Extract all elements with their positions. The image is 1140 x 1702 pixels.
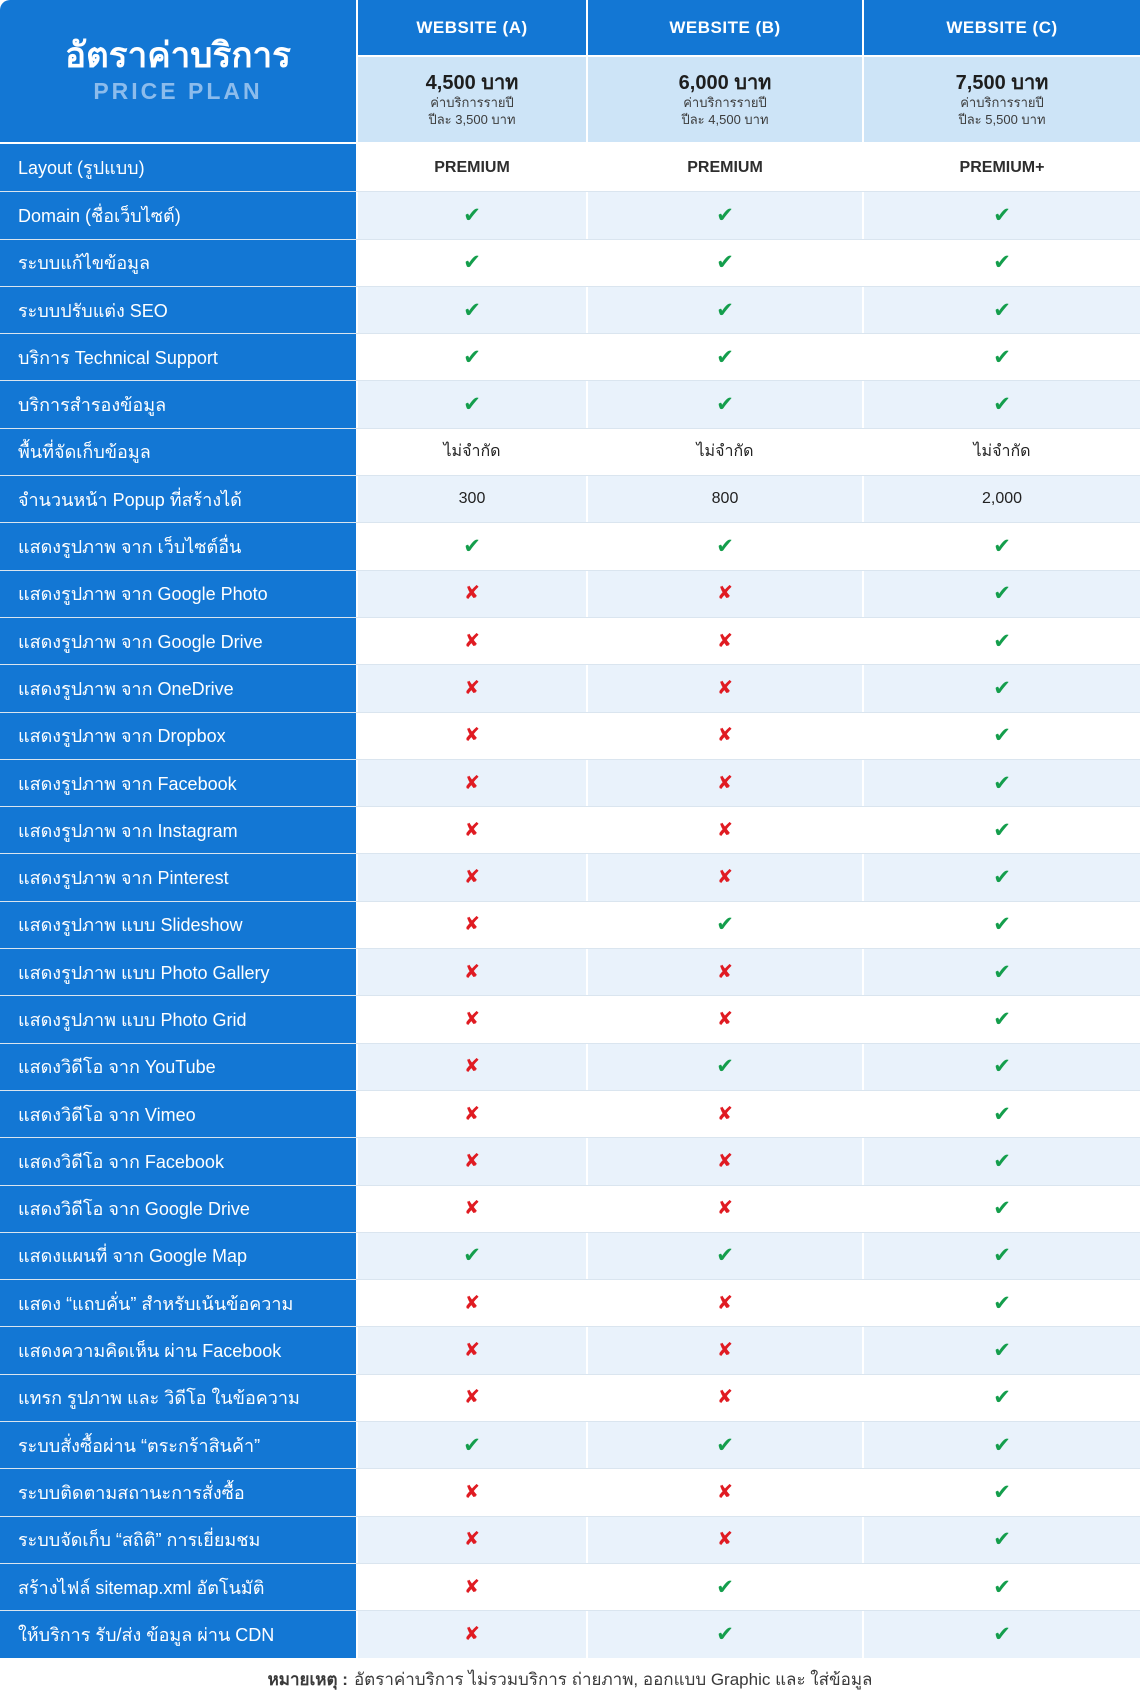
cross-icon: ✘ xyxy=(717,1529,733,1551)
plan-b-value xyxy=(588,523,862,569)
feature-label: แสดงความคิดเห็น ผ่าน Facebook xyxy=(0,1327,356,1373)
table-row xyxy=(0,522,1140,569)
plan-b-value xyxy=(588,1091,862,1137)
check-icon: ✔ xyxy=(716,1433,734,1457)
plan-c-value xyxy=(864,192,1140,238)
plan-c-value xyxy=(864,713,1140,759)
plan-c-value xyxy=(864,287,1140,333)
plan-a-value xyxy=(358,618,586,664)
plan-a-value xyxy=(358,1422,586,1468)
table-row xyxy=(0,1516,1140,1563)
cross-icon: ✘ xyxy=(717,1150,733,1172)
cross-icon: ✘ xyxy=(464,1387,480,1409)
plan-c-price-box xyxy=(864,57,1140,142)
feature-label: จำนวนหน้า Popup ที่สร้างได้ xyxy=(0,476,356,522)
plan-a-value xyxy=(358,996,586,1042)
plan-a-value xyxy=(358,665,586,711)
table-row xyxy=(0,901,1140,948)
feature-label: บริการสำรองข้อมูล xyxy=(0,381,356,427)
cross-icon: ✘ xyxy=(717,725,733,747)
feature-label: แสดงรูปภาพ จาก Instagram xyxy=(0,807,356,853)
table-row xyxy=(0,239,1140,286)
plan-c-value xyxy=(864,334,1140,380)
check-icon: ✔ xyxy=(993,535,1011,559)
table-row xyxy=(0,1421,1140,1468)
plan-b-value xyxy=(588,1375,862,1421)
plan-c-value xyxy=(864,1091,1140,1137)
table-row xyxy=(0,1374,1140,1421)
plan-c-value xyxy=(864,996,1140,1042)
plan-b-value xyxy=(588,1233,862,1279)
plan-a-price-box xyxy=(358,57,586,142)
plan-b-fee-line2: ปีละ 4,500 บาท xyxy=(681,111,769,127)
table-row xyxy=(0,475,1140,522)
check-icon: ✔ xyxy=(993,1055,1011,1079)
feature-label: แสดง “แถบคั่น” สำหรับเน้นข้อความ xyxy=(0,1280,356,1326)
plan-b-price: 6,000 บาท xyxy=(678,71,772,94)
feature-label: แสดงรูปภาพ จาก Dropbox xyxy=(0,713,356,759)
check-icon: ✔ xyxy=(716,345,734,369)
check-icon: ✔ xyxy=(463,1244,481,1268)
plan-a-value xyxy=(358,713,586,759)
table-row xyxy=(0,333,1140,380)
plan-b-value xyxy=(588,949,862,995)
cross-icon: ✘ xyxy=(717,1340,733,1362)
check-icon: ✔ xyxy=(993,1480,1011,1504)
plan-c-value: 2,000 xyxy=(864,476,1140,522)
check-icon: ✔ xyxy=(993,818,1011,842)
plan-a-value: ไม่จำกัด xyxy=(358,429,586,475)
cross-icon: ✘ xyxy=(717,1103,733,1125)
plan-a-value xyxy=(358,1469,586,1515)
table-row xyxy=(0,1185,1140,1232)
plan-a-value xyxy=(358,192,586,238)
plan-b-value xyxy=(588,1564,862,1610)
cross-icon: ✘ xyxy=(717,1387,733,1409)
plan-a-fee-line1: ค่าบริการรายปี xyxy=(430,94,514,110)
cross-icon: ✘ xyxy=(464,1103,480,1125)
check-icon: ✔ xyxy=(993,771,1011,795)
table-row xyxy=(0,1137,1140,1184)
cross-icon: ✘ xyxy=(464,677,480,699)
feature-label: แสดงวิดีโอ จาก Vimeo xyxy=(0,1091,356,1137)
plan-c-value xyxy=(864,1044,1140,1090)
cross-icon: ✘ xyxy=(464,1198,480,1220)
plan-b-value: 800 xyxy=(588,476,862,522)
plan-a-price: 4,500 บาท xyxy=(425,71,519,94)
plan-c-value: ไม่จำกัด xyxy=(864,429,1140,475)
plan-a-value xyxy=(358,760,586,806)
cross-icon: ✘ xyxy=(717,1292,733,1314)
cross-icon: ✘ xyxy=(464,630,480,652)
plan-a-value xyxy=(358,1611,586,1657)
cross-icon: ✘ xyxy=(717,819,733,841)
table-body xyxy=(0,144,1140,1658)
feature-label: แสดงรูปภาพ จาก เว็บไซต์อื่น xyxy=(0,523,356,569)
plan-c-value xyxy=(864,1327,1140,1373)
cross-icon: ✘ xyxy=(717,772,733,794)
plan-a-value xyxy=(358,240,586,286)
cross-icon: ✘ xyxy=(717,630,733,652)
cross-icon: ✘ xyxy=(464,1529,480,1551)
cross-icon: ✘ xyxy=(717,1008,733,1030)
check-icon: ✔ xyxy=(993,1244,1011,1268)
feature-label: แทรก รูปภาพ และ วิดีโอ ในข้อความ xyxy=(0,1375,356,1421)
check-icon: ✔ xyxy=(463,251,481,275)
plan-a-value xyxy=(358,571,586,617)
plan-b-value xyxy=(588,1280,862,1326)
plan-b-value xyxy=(588,192,862,238)
feature-label: แสดงรูปภาพ จาก Google Photo xyxy=(0,571,356,617)
cross-icon: ✘ xyxy=(717,867,733,889)
plan-a-value xyxy=(358,854,586,900)
check-icon: ✔ xyxy=(716,298,734,322)
plan-b-value xyxy=(588,1469,862,1515)
plan-a-name: WEBSITE (A) xyxy=(358,0,586,55)
plan-c-value xyxy=(864,902,1140,948)
cross-icon: ✘ xyxy=(464,772,480,794)
check-icon: ✔ xyxy=(993,1291,1011,1315)
feature-label: ระบบแก้ไขข้อมูล xyxy=(0,240,356,286)
check-icon: ✔ xyxy=(993,1339,1011,1363)
check-icon: ✔ xyxy=(993,913,1011,937)
table-row xyxy=(0,144,1140,191)
plan-c-value xyxy=(864,760,1140,806)
plan-b-value xyxy=(588,334,862,380)
footer-note xyxy=(0,1658,1140,1702)
check-icon: ✔ xyxy=(993,203,1011,227)
plan-c-fee-line1: ค่าบริการรายปี xyxy=(960,94,1044,110)
plan-b-value xyxy=(588,807,862,853)
check-icon: ✔ xyxy=(716,203,734,227)
table-row xyxy=(0,1468,1140,1515)
feature-label: บริการ Technical Support xyxy=(0,334,356,380)
check-icon: ✔ xyxy=(993,1622,1011,1646)
plan-c-value xyxy=(864,1375,1140,1421)
page-title: อัตราค่าบริการ xyxy=(65,36,291,76)
plan-c-value xyxy=(864,523,1140,569)
check-icon: ✔ xyxy=(993,960,1011,984)
cross-icon: ✘ xyxy=(464,725,480,747)
plan-c-value xyxy=(864,949,1140,995)
plan-c-value xyxy=(864,807,1140,853)
feature-label: Layout (รูปแบบ) xyxy=(0,144,356,191)
feature-label: ระบบสั่งซื้อผ่าน “ตระกร้าสินค้า” xyxy=(0,1422,356,1468)
plan-b-value xyxy=(588,713,862,759)
check-icon: ✔ xyxy=(993,1386,1011,1410)
plan-a-value xyxy=(358,1327,586,1373)
table-row xyxy=(0,1043,1140,1090)
feature-label: แสดงวิดีโอ จาก Google Drive xyxy=(0,1186,356,1232)
cross-icon: ✘ xyxy=(464,914,480,936)
feature-label: ให้บริการ รับ/ส่ง ข้อมูล ผ่าน CDN xyxy=(0,1611,356,1657)
feature-label: แสดงแผนที่ จาก Google Map xyxy=(0,1233,356,1279)
cross-icon: ✘ xyxy=(464,961,480,983)
check-icon: ✔ xyxy=(993,298,1011,322)
plan-c-price: 7,500 บาท xyxy=(955,71,1049,94)
plan-a-value: 300 xyxy=(358,476,586,522)
check-icon: ✔ xyxy=(993,676,1011,700)
table-row xyxy=(0,1232,1140,1279)
check-icon: ✔ xyxy=(463,203,481,227)
cross-icon: ✘ xyxy=(464,1292,480,1314)
check-icon: ✔ xyxy=(993,1528,1011,1552)
check-icon: ✔ xyxy=(993,582,1011,606)
check-icon: ✔ xyxy=(993,1575,1011,1599)
cross-icon: ✘ xyxy=(464,1576,480,1598)
check-icon: ✔ xyxy=(463,1433,481,1457)
cross-icon: ✘ xyxy=(464,819,480,841)
table-row xyxy=(0,664,1140,711)
check-icon: ✔ xyxy=(993,1007,1011,1031)
plan-b-value xyxy=(588,1422,862,1468)
plan-b-value xyxy=(588,902,862,948)
plan-b-value xyxy=(588,996,862,1042)
plan-a-value xyxy=(358,1091,586,1137)
plan-a-fee-line2: ปีละ 3,500 บาท xyxy=(428,111,516,127)
check-icon: ✔ xyxy=(463,393,481,417)
table-row xyxy=(0,617,1140,664)
feature-label: แสดงรูปภาพ จาก Facebook xyxy=(0,760,356,806)
plan-c-value xyxy=(864,571,1140,617)
feature-label: แสดงรูปภาพ จาก OneDrive xyxy=(0,665,356,711)
table-row xyxy=(0,1563,1140,1610)
check-icon: ✔ xyxy=(716,1055,734,1079)
plan-b-value xyxy=(588,1327,862,1373)
plan-c-name: WEBSITE (C) xyxy=(864,0,1140,55)
plan-a-value xyxy=(358,1280,586,1326)
plan-c-value xyxy=(864,1469,1140,1515)
cross-icon: ✘ xyxy=(717,961,733,983)
plan-a-value xyxy=(358,902,586,948)
plan-b-value: ไม่จำกัด xyxy=(588,429,862,475)
plan-c-value: PREMIUM+ xyxy=(864,144,1140,191)
check-icon: ✔ xyxy=(993,1197,1011,1221)
plan-b-value: PREMIUM xyxy=(588,144,862,191)
plan-b-value xyxy=(588,1138,862,1184)
check-icon: ✔ xyxy=(993,393,1011,417)
table-row xyxy=(0,1610,1140,1657)
table-row xyxy=(0,853,1140,900)
plan-b-value xyxy=(588,1044,862,1090)
check-icon: ✔ xyxy=(993,724,1011,748)
plan-b-value xyxy=(588,618,862,664)
check-icon: ✔ xyxy=(716,1244,734,1268)
plan-b-value xyxy=(588,1517,862,1563)
check-icon: ✔ xyxy=(993,629,1011,653)
plan-a-value xyxy=(358,949,586,995)
plan-c-value xyxy=(864,854,1140,900)
table-row xyxy=(0,191,1140,238)
plan-c-value xyxy=(864,1422,1140,1468)
feature-label: ระบบติดตามสถานะการสั่งซื้อ xyxy=(0,1469,356,1515)
table-row xyxy=(0,1090,1140,1137)
feature-label: แสดงวิดีโอ จาก Facebook xyxy=(0,1138,356,1184)
plan-a-value xyxy=(358,1375,586,1421)
check-icon: ✔ xyxy=(993,866,1011,890)
plan-a-value: PREMIUM xyxy=(358,144,586,191)
plan-c-value xyxy=(864,1611,1140,1657)
check-icon: ✔ xyxy=(716,393,734,417)
page-subtitle: PRICE PLAN xyxy=(93,77,263,104)
table-row xyxy=(0,948,1140,995)
table-row xyxy=(0,428,1140,475)
feature-label: สร้างไฟล์ sitemap.xml อัตโนมัติ xyxy=(0,1564,356,1610)
table-header xyxy=(0,0,1140,142)
check-icon: ✔ xyxy=(716,1622,734,1646)
plan-c-value xyxy=(864,665,1140,711)
feature-label: ระบบจัดเก็บ “สถิติ” การเยี่ยมชม xyxy=(0,1517,356,1563)
cross-icon: ✘ xyxy=(717,1481,733,1503)
cross-icon: ✘ xyxy=(464,1623,480,1645)
plan-a-value xyxy=(358,1138,586,1184)
cross-icon: ✘ xyxy=(464,867,480,889)
table-row xyxy=(0,759,1140,806)
plan-b-value xyxy=(588,1186,862,1232)
footer-note-text: อัตราค่าบริการ ไม่รวมบริการ ถ่ายภาพ, ออกแบบ Graphic และ ใส่ข้อมูล xyxy=(353,1670,873,1689)
plan-a-value xyxy=(358,1044,586,1090)
plan-c-value xyxy=(864,1517,1140,1563)
feature-label: ระบบปรับแต่ง SEO xyxy=(0,287,356,333)
plan-c-value xyxy=(864,1564,1140,1610)
feature-label: แสดงรูปภาพ จาก Pinterest xyxy=(0,854,356,900)
plan-b-name: WEBSITE (B) xyxy=(588,0,862,55)
plan-c-value xyxy=(864,240,1140,286)
table-row xyxy=(0,380,1140,427)
plan-a-value xyxy=(358,334,586,380)
footer-note-label: หมายเหตุ : xyxy=(267,1670,348,1689)
plan-b-value xyxy=(588,571,862,617)
table-row xyxy=(0,1326,1140,1373)
check-icon: ✔ xyxy=(993,1149,1011,1173)
check-icon: ✔ xyxy=(463,535,481,559)
check-icon: ✔ xyxy=(993,1102,1011,1126)
title-cell xyxy=(0,0,356,142)
feature-label: แสดงรูปภาพ แบบ Photo Gallery xyxy=(0,949,356,995)
check-icon: ✔ xyxy=(716,1575,734,1599)
plan-b-value xyxy=(588,381,862,427)
cross-icon: ✘ xyxy=(464,1340,480,1362)
plan-b-value xyxy=(588,854,862,900)
plan-b-value xyxy=(588,240,862,286)
plan-b-fee-line1: ค่าบริการรายปี xyxy=(683,94,767,110)
plan-a-value xyxy=(358,1186,586,1232)
cross-icon: ✘ xyxy=(464,1150,480,1172)
plan-a-value xyxy=(358,523,586,569)
check-icon: ✔ xyxy=(716,913,734,937)
check-icon: ✔ xyxy=(716,535,734,559)
cross-icon: ✘ xyxy=(717,1198,733,1220)
feature-label: แสดงวิดีโอ จาก YouTube xyxy=(0,1044,356,1090)
table-row xyxy=(0,286,1140,333)
check-icon: ✔ xyxy=(716,251,734,275)
check-icon: ✔ xyxy=(463,298,481,322)
plan-c-value xyxy=(864,1233,1140,1279)
cross-icon: ✘ xyxy=(464,1008,480,1030)
plan-a-value xyxy=(358,381,586,427)
check-icon: ✔ xyxy=(993,345,1011,369)
plan-c-value xyxy=(864,1138,1140,1184)
feature-label: แสดงรูปภาพ จาก Google Drive xyxy=(0,618,356,664)
feature-label: แสดงรูปภาพ แบบ Photo Grid xyxy=(0,996,356,1042)
table-row xyxy=(0,570,1140,617)
plan-a-value xyxy=(358,807,586,853)
plan-c-fee-line2: ปีละ 5,500 บาท xyxy=(958,111,1046,127)
plan-c-value xyxy=(864,1186,1140,1232)
feature-label: แสดงรูปภาพ แบบ Slideshow xyxy=(0,902,356,948)
plan-c-value xyxy=(864,1280,1140,1326)
check-icon: ✔ xyxy=(463,345,481,369)
plan-b-value xyxy=(588,665,862,711)
plan-b-value xyxy=(588,760,862,806)
plan-a-value xyxy=(358,1517,586,1563)
table-row xyxy=(0,995,1140,1042)
table-row xyxy=(0,1279,1140,1326)
feature-label: Domain (ชื่อเว็บไซต์) xyxy=(0,192,356,238)
plan-a-value xyxy=(358,1233,586,1279)
plan-b-value xyxy=(588,287,862,333)
cross-icon: ✘ xyxy=(464,1056,480,1078)
plan-b-value xyxy=(588,1611,862,1657)
plan-b-price-box xyxy=(588,57,862,142)
check-icon: ✔ xyxy=(993,251,1011,275)
plan-c-value xyxy=(864,618,1140,664)
cross-icon: ✘ xyxy=(464,583,480,605)
plan-a-value xyxy=(358,287,586,333)
check-icon: ✔ xyxy=(993,1433,1011,1457)
table-row xyxy=(0,806,1140,853)
cross-icon: ✘ xyxy=(717,583,733,605)
cross-icon: ✘ xyxy=(464,1481,480,1503)
plan-c-value xyxy=(864,381,1140,427)
cross-icon: ✘ xyxy=(717,677,733,699)
plan-a-value xyxy=(358,1564,586,1610)
feature-label: พื้นที่จัดเก็บข้อมูล xyxy=(0,429,356,475)
table-row xyxy=(0,712,1140,759)
